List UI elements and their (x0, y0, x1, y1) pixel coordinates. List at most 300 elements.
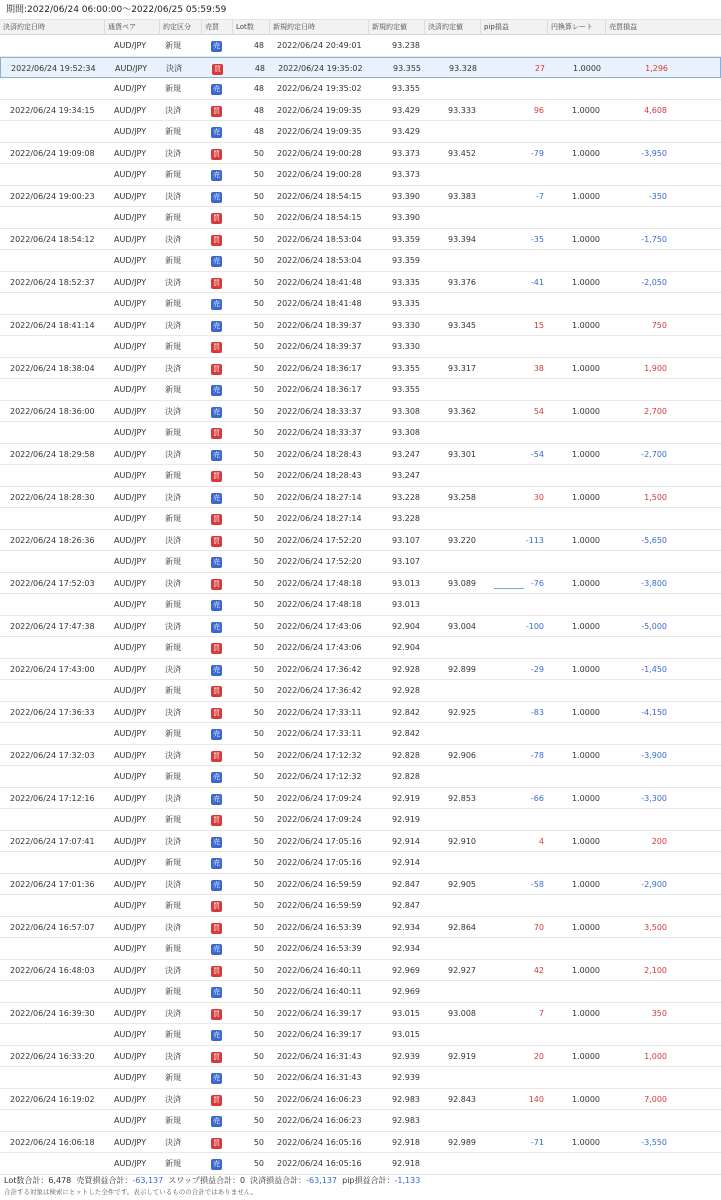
cell-pip (500, 293, 544, 314)
cell-close-time: 2022/06/24 18:26:36 (10, 535, 95, 545)
cell-pip (500, 637, 544, 658)
table-row[interactable] (0, 938, 721, 960)
cell-side (211, 35, 225, 56)
table-row[interactable] (0, 1067, 721, 1089)
cell-open-price: 93.107 (392, 535, 420, 545)
cell-close-price (436, 293, 476, 314)
cell-close-price: 93.333 (448, 105, 476, 115)
cell-open-price: 93.429 (392, 105, 420, 115)
cell-pair: AUD/JPY (114, 815, 147, 824)
table-row[interactable] (0, 551, 721, 573)
table-row[interactable] (0, 100, 721, 122)
cell-side (211, 1153, 225, 1174)
cell-pair: AUD/JPY (114, 922, 147, 932)
cell-pnl (612, 293, 667, 314)
cell-kind: 新規 (165, 299, 181, 308)
cell-close-time: 2022/06/24 17:52:03 (10, 578, 95, 588)
cell-close-price (436, 379, 476, 400)
table-row[interactable] (0, 766, 721, 788)
cell-rate (558, 207, 600, 228)
cell-kind: 決済 (165, 922, 181, 932)
table-row[interactable] (0, 788, 721, 810)
table-row[interactable] (0, 1003, 721, 1025)
buy-badge: 買 (213, 235, 220, 244)
cell-close-price (436, 35, 476, 56)
cell-side (211, 659, 225, 680)
table-header (0, 20, 721, 35)
table-row[interactable] (0, 1046, 721, 1068)
cell-rate (558, 981, 600, 1002)
cell-kind: 決済 (165, 578, 181, 588)
cell-pair: AUD/JPY (114, 535, 147, 545)
cell-lot: 50 (253, 1159, 264, 1168)
cell-pnl (612, 809, 667, 830)
cell-pair: AUD/JPY (114, 1137, 147, 1147)
table-row[interactable] (0, 379, 721, 401)
table-row[interactable] (0, 78, 721, 100)
cell-open-price: 92.904 (392, 643, 420, 652)
cell-open-time: 2022/06/24 19:00:28 (277, 148, 362, 158)
cell-open-time: 2022/06/24 17:12:32 (277, 772, 362, 781)
cell-rate: 1.0000 (572, 406, 600, 416)
cell-pair: AUD/JPY (114, 578, 147, 588)
cell-rate (558, 465, 600, 486)
cell-pair: AUD/JPY (114, 1051, 147, 1061)
cell-close-time (10, 852, 100, 873)
cell-close-price: 93.301 (448, 449, 476, 459)
table-row[interactable] (0, 315, 721, 337)
col-pair[interactable]: 通貨ペア (104, 20, 159, 35)
cell-pnl (612, 465, 667, 486)
cell-pair: AUD/JPY (114, 170, 147, 179)
table-row[interactable] (0, 293, 721, 315)
cell-kind: 新規 (165, 901, 181, 910)
buy-badge: 買 (213, 644, 220, 652)
cell-close-time (10, 78, 100, 99)
cell-rate: 1.0000 (572, 1094, 600, 1104)
cell-kind: 新規 (165, 41, 181, 50)
cell-pnl (612, 938, 667, 959)
cell-open-time: 2022/06/24 19:35:02 (278, 63, 363, 73)
cell-kind: 新規 (165, 858, 181, 867)
cell-open-price: 93.373 (392, 170, 420, 179)
table-row[interactable] (0, 487, 721, 509)
col-side[interactable]: 売買 (201, 20, 232, 35)
cell-pair: AUD/JPY (114, 1094, 147, 1104)
cell-pnl (612, 78, 667, 99)
buy-badge: 買 (213, 106, 220, 115)
table-row[interactable] (0, 573, 721, 595)
table-row[interactable] (0, 917, 721, 939)
cell-side (211, 164, 225, 185)
cell-pnl: 2,700 (644, 406, 667, 416)
cell-pip: -78 (530, 750, 544, 760)
sell-badge: 売 (213, 493, 220, 502)
cell-pair: AUD/JPY (114, 1030, 147, 1039)
cell-open-time: 2022/06/24 17:12:32 (277, 750, 362, 760)
cell-open-price: 93.238 (392, 41, 420, 50)
cell-lot: 50 (253, 1051, 264, 1061)
cell-open-time: 2022/06/24 18:27:14 (277, 514, 362, 523)
cell-pair: AUD/JPY (114, 105, 147, 115)
cell-open-price: 93.330 (392, 342, 420, 351)
cell-kind: 決済 (165, 363, 181, 373)
cell-open-price: 93.373 (392, 148, 420, 158)
sell-badge: 売 (213, 1074, 220, 1082)
cell-close-price (436, 680, 476, 701)
cell-pip (500, 250, 544, 271)
cell-pip: 15 (533, 320, 544, 330)
cell-lot: 50 (253, 449, 264, 459)
cell-kind: 新規 (165, 1030, 181, 1039)
buy-badge: 買 (213, 343, 220, 351)
cell-kind: 新規 (165, 84, 181, 93)
cell-pip: -76 (530, 578, 544, 588)
cell-pip (500, 1067, 544, 1088)
buy-badge: 買 (213, 278, 220, 287)
cell-pip: -71 (530, 1137, 544, 1147)
cell-kind: 決済 (165, 965, 181, 975)
period-label: 期間: (6, 5, 28, 15)
cell-close-price: 93.220 (448, 535, 476, 545)
table-row[interactable] (0, 809, 721, 831)
trade-total-value: -63,137 (132, 1176, 164, 1185)
cell-side (211, 78, 225, 99)
cell-close-time: 2022/06/24 16:48:03 (10, 965, 95, 975)
cell-pnl (612, 852, 667, 873)
table-row[interactable] (0, 229, 721, 251)
cell-open-time: 2022/06/24 17:05:16 (277, 858, 362, 867)
table-row[interactable] (0, 702, 721, 724)
cell-pair: AUD/JPY (114, 41, 147, 50)
cell-kind: 決済 (165, 535, 181, 545)
cell-side (211, 1046, 225, 1067)
table-row[interactable] (0, 164, 721, 186)
cell-pnl: 1,296 (645, 63, 668, 73)
cell-lot: 50 (253, 729, 264, 738)
cell-open-time: 2022/06/24 16:05:16 (277, 1137, 362, 1147)
cell-open-time: 2022/06/24 18:27:14 (277, 492, 362, 502)
table-row[interactable] (0, 250, 721, 272)
cell-lot: 50 (253, 643, 264, 652)
cell-close-time (10, 1024, 100, 1045)
cell-open-price: 92.847 (392, 879, 420, 889)
cell-pair: AUD/JPY (114, 213, 147, 222)
cell-pip: 4 (538, 836, 544, 846)
col-open-price[interactable]: 新規約定値 (368, 20, 424, 35)
cell-open-time: 2022/06/24 18:54:15 (277, 191, 362, 201)
cell-open-time: 2022/06/24 16:39:17 (277, 1030, 362, 1039)
cell-open-price: 93.335 (392, 299, 420, 308)
cell-lot: 50 (253, 363, 264, 373)
cell-pnl: 7,000 (644, 1094, 667, 1104)
cell-lot: 50 (253, 535, 264, 545)
table-row[interactable] (0, 1089, 721, 1111)
table-row[interactable] (0, 1110, 721, 1132)
table-row[interactable] (0, 272, 721, 294)
table-row[interactable] (0, 874, 721, 896)
cell-pnl (612, 35, 667, 56)
cell-open-time: 2022/06/24 16:40:11 (277, 987, 362, 996)
cell-close-time (10, 465, 100, 486)
period-value: 2022/06/24 06:00:00〜2022/06/25 05:59:59 (27, 5, 227, 15)
col-kind[interactable]: 約定区分 (159, 20, 201, 35)
cell-open-price: 92.983 (392, 1094, 420, 1104)
cell-lot: 50 (253, 191, 264, 201)
cell-rate: 1.0000 (572, 793, 600, 803)
table-row[interactable] (0, 895, 721, 917)
cell-pnl: 1,500 (644, 492, 667, 502)
cell-side (211, 508, 225, 529)
cell-pnl (612, 336, 667, 357)
cell-close-time: 2022/06/24 18:54:12 (10, 234, 95, 244)
cell-pip (500, 379, 544, 400)
table-row[interactable] (0, 121, 721, 143)
table-row[interactable] (0, 981, 721, 1003)
cell-lot: 50 (253, 385, 264, 394)
cell-open-time: 2022/06/24 17:43:06 (277, 621, 362, 631)
cell-rate: 1.0000 (572, 535, 600, 545)
cell-side (211, 379, 225, 400)
cell-pair: AUD/JPY (114, 836, 147, 846)
pip-total-value: -1,133 (394, 1176, 421, 1185)
cell-pnl: 1,900 (644, 363, 667, 373)
col-pip[interactable]: pip損益 (480, 20, 547, 35)
cell-pip (500, 680, 544, 701)
cell-kind: 決済 (165, 1094, 181, 1104)
cell-close-time (10, 293, 100, 314)
cell-kind: 決済 (165, 1008, 181, 1018)
table-row[interactable] (0, 960, 721, 982)
table-row[interactable] (0, 1132, 721, 1154)
col-close-time[interactable]: 決済約定日時 (3, 23, 45, 31)
cell-lot: 50 (253, 1008, 264, 1018)
cell-rate (558, 594, 600, 615)
cell-open-time: 2022/06/24 17:36:42 (277, 664, 362, 674)
cell-pnl (612, 594, 667, 615)
cell-pip (500, 336, 544, 357)
cell-lot: 50 (253, 664, 264, 674)
cell-lot: 50 (253, 1094, 264, 1104)
cell-open-time: 2022/06/24 19:09:35 (277, 127, 362, 136)
cell-close-price: 93.376 (448, 277, 476, 287)
col-pnl[interactable]: 売買損益 (605, 20, 721, 35)
cell-pip: -83 (530, 707, 544, 717)
cell-open-price: 92.842 (392, 729, 420, 738)
table-row[interactable] (0, 57, 721, 79)
cell-kind: 新規 (165, 815, 181, 824)
cell-open-price: 92.918 (392, 1137, 420, 1147)
table-row[interactable] (0, 401, 721, 423)
cell-lot: 50 (253, 944, 264, 953)
cell-side (212, 58, 226, 79)
cell-open-time: 2022/06/24 18:54:15 (277, 213, 362, 222)
cell-pnl (612, 981, 667, 1002)
cell-side (211, 336, 225, 357)
table-row[interactable] (0, 616, 721, 638)
cell-pair: AUD/JPY (114, 1008, 147, 1018)
cell-open-time: 2022/06/24 16:06:23 (277, 1094, 362, 1104)
cell-close-price: 93.089 (448, 578, 476, 588)
cell-close-price (436, 938, 476, 959)
cell-pair: AUD/JPY (114, 492, 147, 502)
cell-open-time: 2022/06/24 18:28:43 (277, 449, 362, 459)
cell-open-price: 93.335 (392, 277, 420, 287)
cell-kind: 新規 (165, 342, 181, 351)
table-row[interactable] (0, 530, 721, 552)
cell-side (211, 551, 225, 572)
cell-open-price: 93.247 (392, 471, 420, 480)
buy-badge: 買 (213, 1009, 220, 1018)
cell-pair: AUD/JPY (114, 299, 147, 308)
cell-close-price: 93.317 (448, 363, 476, 373)
cell-pip: -113 (525, 535, 544, 545)
col-lot[interactable]: Lot数 (232, 20, 269, 35)
cell-pnl: 200 (651, 836, 667, 846)
cell-rate: 1.0000 (572, 836, 600, 846)
cell-open-price: 92.914 (392, 836, 420, 846)
cell-close-price (436, 1067, 476, 1088)
cell-kind: 新規 (165, 600, 181, 609)
cell-pair: AUD/JPY (114, 793, 147, 803)
cell-pair: AUD/JPY (114, 944, 147, 953)
cell-pnl (612, 164, 667, 185)
buy-badge: 買 (213, 429, 220, 437)
cell-pip: -100 (525, 621, 544, 631)
cell-side (211, 852, 225, 873)
cell-pip (500, 508, 544, 529)
table-row[interactable] (0, 594, 721, 616)
cell-pip (500, 723, 544, 744)
cell-close-price (436, 164, 476, 185)
cell-open-time: 2022/06/24 18:53:04 (277, 256, 362, 265)
col-rate[interactable]: 円換算レート (547, 20, 605, 35)
cell-rate: 1.0000 (572, 148, 600, 158)
table-row[interactable] (0, 422, 721, 444)
cell-close-time: 2022/06/24 19:34:15 (10, 105, 95, 115)
cell-pip: 27 (534, 63, 545, 73)
cell-close-time: 2022/06/24 16:06:18 (10, 1137, 95, 1147)
table-row[interactable] (0, 1153, 721, 1175)
cell-close-time: 2022/06/24 17:36:33 (10, 707, 95, 717)
cell-rate: 1.0000 (572, 1008, 600, 1018)
table-row[interactable] (0, 852, 721, 874)
cell-rate: 1.0000 (572, 191, 600, 201)
table-row[interactable] (0, 143, 721, 165)
table-row[interactable] (0, 358, 721, 380)
buy-badge: 買 (213, 923, 220, 932)
cell-open-price: 92.914 (392, 858, 420, 867)
cell-open-price: 92.918 (392, 1159, 420, 1168)
cell-close-time: 2022/06/24 16:57:07 (10, 922, 95, 932)
cell-pnl: -350 (648, 191, 667, 201)
sell-badge: 売 (213, 1117, 220, 1125)
cell-kind: 新規 (165, 987, 181, 996)
cell-side (211, 702, 225, 723)
cell-open-price: 93.107 (392, 557, 420, 566)
table-row[interactable] (0, 831, 721, 853)
cell-open-price: 93.355 (393, 63, 421, 73)
cell-close-time (10, 637, 100, 658)
cell-lot: 48 (253, 127, 264, 136)
col-close-price[interactable]: 決済約定値 (424, 20, 480, 35)
cell-pnl: -2,050 (641, 277, 667, 287)
cell-pair: AUD/JPY (114, 84, 147, 93)
cell-rate: 1.0000 (572, 492, 600, 502)
cell-close-time (10, 207, 100, 228)
cell-pnl (612, 1067, 667, 1088)
cell-lot: 50 (253, 621, 264, 631)
cell-pair: AUD/JPY (114, 191, 147, 201)
buy-badge: 買 (213, 472, 220, 480)
cell-kind: 決済 (165, 707, 181, 717)
cell-open-time: 2022/06/24 17:52:20 (277, 557, 362, 566)
cell-close-time (10, 1153, 100, 1174)
cell-kind: 決済 (165, 406, 181, 416)
cell-close-time: 2022/06/24 19:52:34 (11, 63, 96, 73)
cell-open-price: 93.013 (392, 600, 420, 609)
table-row[interactable] (0, 508, 721, 530)
cell-kind: 決済 (165, 320, 181, 330)
cell-pip (500, 594, 544, 615)
cell-side (211, 745, 225, 766)
cell-rate: 1.0000 (572, 1137, 600, 1147)
cell-side (211, 616, 225, 637)
cell-close-time: 2022/06/24 18:41:14 (10, 320, 95, 330)
cell-close-price (436, 766, 476, 787)
cell-lot: 50 (253, 750, 264, 760)
table-row[interactable] (0, 444, 721, 466)
table-row[interactable] (0, 35, 721, 57)
table-row[interactable] (0, 659, 721, 681)
cell-side (211, 530, 225, 551)
sell-badge: 売 (213, 1160, 220, 1168)
settle-total-value: -63,137 (306, 1176, 338, 1185)
table-row[interactable] (0, 207, 721, 229)
table-row[interactable] (0, 465, 721, 487)
table-row[interactable] (0, 680, 721, 702)
cell-rate: 1.0000 (572, 707, 600, 717)
table-row[interactable] (0, 186, 721, 208)
cell-open-time: 2022/06/24 19:35:02 (277, 84, 362, 93)
table-row[interactable] (0, 723, 721, 745)
table-row[interactable] (0, 336, 721, 358)
cell-rate (558, 680, 600, 701)
cell-close-time (10, 508, 100, 529)
cell-close-price (436, 207, 476, 228)
cell-lot: 50 (253, 256, 264, 265)
cell-close-time (10, 938, 100, 959)
table-row[interactable] (0, 1024, 721, 1046)
cell-side (211, 1089, 225, 1110)
cell-close-time (10, 809, 100, 830)
table-row[interactable] (0, 637, 721, 659)
cell-lot: 48 (253, 41, 264, 50)
col-open-time[interactable]: 新規約定日時 (269, 20, 368, 35)
cell-open-price: 92.904 (392, 621, 420, 631)
cell-rate (558, 422, 600, 443)
cell-side (211, 960, 225, 981)
sell-badge: 売 (213, 837, 220, 846)
cell-open-price: 92.919 (392, 815, 420, 824)
cell-pip: -58 (530, 879, 544, 889)
cell-close-price (436, 852, 476, 873)
cell-lot: 50 (253, 342, 264, 351)
sell-badge: 売 (213, 601, 220, 609)
cell-open-time: 2022/06/24 17:09:24 (277, 815, 362, 824)
table-row[interactable] (0, 745, 721, 767)
cell-pnl: -3,800 (641, 578, 667, 588)
